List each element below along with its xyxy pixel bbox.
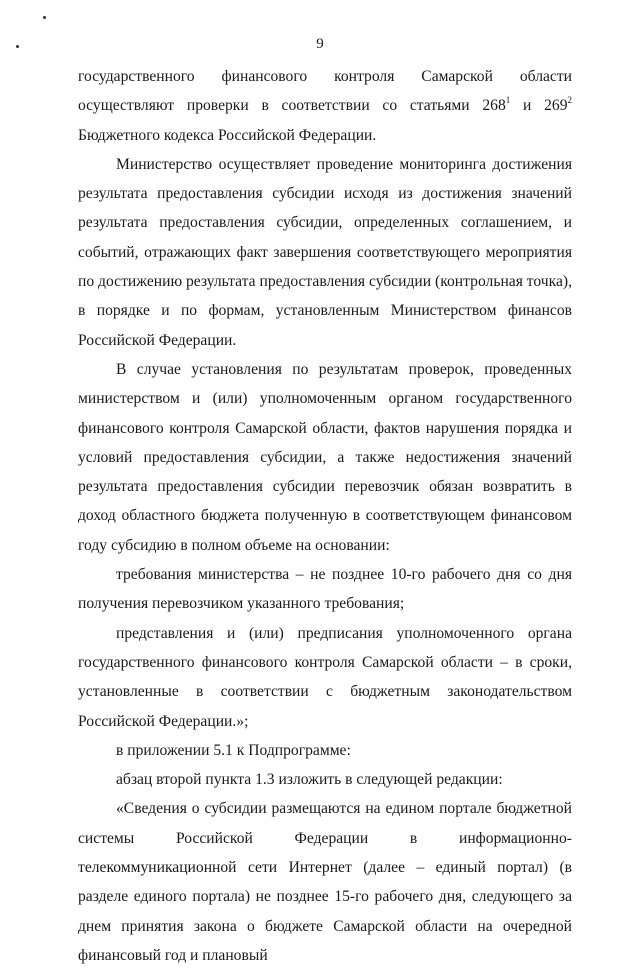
paragraph-text: Бюджетного кодекса Российской Федерации. bbox=[78, 126, 377, 144]
paragraph-text: и 269 bbox=[510, 97, 568, 115]
superscript: 1 bbox=[505, 95, 511, 106]
paragraph-representation: представления и (или) предписания уполномоченного органа государственного финансового контроля Самарской области – в сроки, установленные в соответствии с бюджетным законодательством Российской Федерации.»; bbox=[78, 624, 572, 730]
paragraph-continuation bbox=[78, 62, 572, 150]
paragraph-appendix: в приложении 5.1 к Подпрограмме: bbox=[116, 741, 351, 759]
paragraph-quote: «Сведения о субсидии размещаются на едином портале бюджетной системы Российской Федерации в информационно-телекоммуникационной сети Интернет (далее – единый портал) (в разделе единого портала) не позднее 15-го рабочего дня, следующего за днем принятия закона о бюджете Самарской области на очередной финансовый год и плановый bbox=[78, 800, 572, 964]
scan-speck bbox=[43, 16, 46, 19]
paragraph-amendment: абзац второй пункта 1.3 изложить в следующей редакции: bbox=[116, 771, 503, 789]
document-body bbox=[78, 62, 572, 970]
paragraph-violations: В случае установления по результатам проверок, проведенных министерством и (или) уполномоченным органом государственного финансового контроля Самарской области, фактов нарушения порядка и условий предоставления субсидии, а также недостижения значений результата предоставления субсидии перевозчик обязан возвратить в доход областного бюджета полученную в соответствующем финансовом году субсидию в полном объеме на основании: bbox=[78, 360, 572, 554]
paragraph-monitoring: Министерство осуществляет проведение мониторинга достижения результата предоставления субсидии исходя из достижения значений результата предоставления субсидии, определенных соглашением, и событий, отражающих факт завершения соответствующего мероприятия по достижению результата предоставления субсидии (контрольная точка), в порядке и по формам, установленным Министерством финансов Российской Федерации. bbox=[78, 155, 572, 349]
paragraph-requirement: требования министерства – не позднее 10-го рабочего дня со дня получения перевозчиком указанного требования; bbox=[78, 566, 572, 613]
paragraph-text: государственного финансового контроля Самарской области осуществляют проверки в соответствии со статьями 268 bbox=[78, 68, 572, 115]
page-number: 9 bbox=[316, 36, 324, 52]
superscript: 2 bbox=[567, 95, 572, 106]
